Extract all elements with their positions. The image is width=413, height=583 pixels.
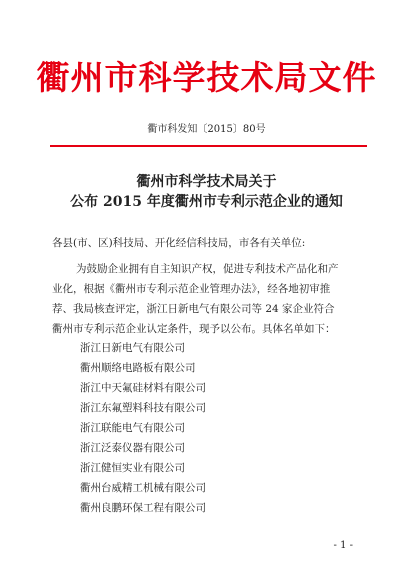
- document-header-title: 衢州市科学技术局文件: [36, 58, 377, 97]
- paragraph-line: 业化，根据《衢州市专利示范企业管理办法》，经各地初审推: [52, 283, 331, 295]
- company-list-item: 衢州台威精工机械有限公司: [80, 482, 206, 494]
- paragraph-line: 衢州市专利示范企业认定条件，现予以公布。具体名单如下：: [52, 323, 336, 335]
- company-list-item: 浙江中天氟硅材料有限公司: [80, 382, 206, 394]
- page-number: - 1 -: [333, 540, 353, 551]
- company-list-item: 浙江东氟塑料科技有限公司: [80, 402, 206, 414]
- red-divider-rule: [50, 145, 367, 147]
- company-list-item: 浙江联能电气有限公司: [80, 422, 185, 434]
- company-list-item: 浙江健恒实业有限公司: [80, 462, 185, 474]
- company-list-item: 浙江泛泰仪器有限公司: [80, 442, 185, 454]
- addressee-line: 各县(市、区)科技局、开化经信科技局，市各有关单位:: [52, 237, 306, 249]
- company-list: [80, 338, 206, 518]
- document-number: 衢市科发知〔2015〕80号: [147, 124, 266, 135]
- notice-title-line-2: 公布 2015 年度衢州市专利示范企业的通知: [70, 194, 343, 210]
- company-list-item: 衢州良鹏环保工程有限公司: [80, 502, 206, 514]
- company-list-item: 浙江日新电气有限公司: [80, 342, 185, 354]
- paragraph-line: 为鼓励企业拥有自主知识产权，促进专利技术产品化和产: [76, 263, 339, 275]
- paragraph-line: 荐、我局核查评定，浙江日新电气有限公司等 24 家企业符合: [52, 303, 335, 315]
- notice-title-line-1: 衢州市科学技术局关于: [136, 174, 277, 190]
- company-list-item: 衢州顺络电路板有限公司: [80, 362, 196, 374]
